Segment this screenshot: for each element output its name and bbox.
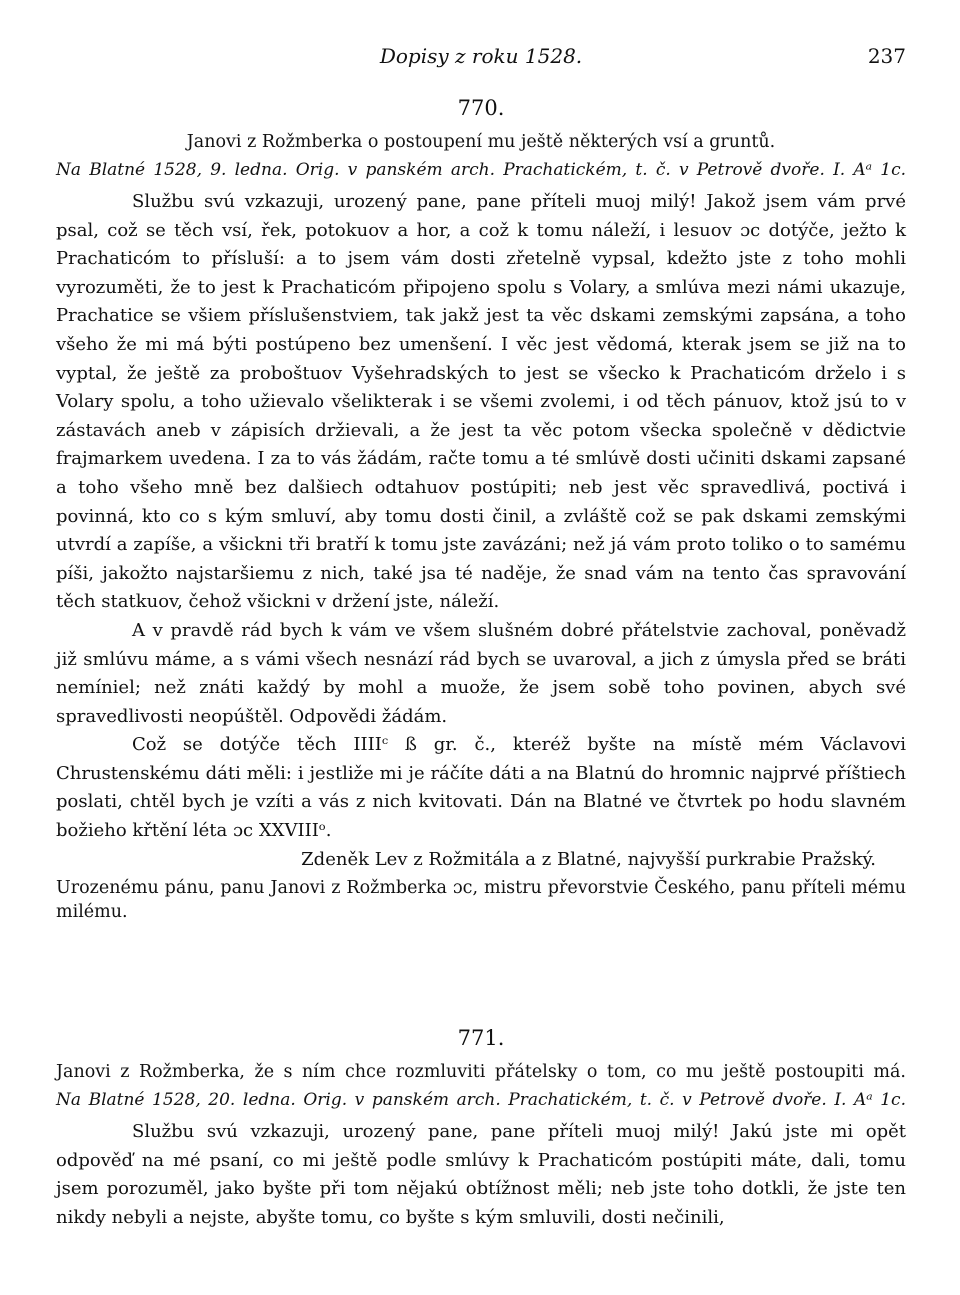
page-number: 237 <box>867 44 906 68</box>
letter-paragraph: A v pravdě rád bych k vám ve všem slušném dobré přátelstvie zachoval, poněvadž již smlúvu máme, a s vámi všech nesnází rád bych se uvaroval, a jich z úmysla před se bráti nemíniel; než znáti každý by mohl a muože, že jsem sobě toho povinen, abych své spravedlivosti neopúštěl. Odpovědi žádám. <box>56 619 906 727</box>
document-771 <box>56 1026 906 1232</box>
document-source: Na Blatné 1528, 9. ledna. Orig. v panském arch. Prachatickém, t. č. v Petrově dvoře. I. Aᵃ 1c. <box>56 160 906 180</box>
document-number: 771. <box>457 1026 505 1050</box>
letter-signature: Zdeněk Lev z Rožmitála a z Blatné, najvyšší purkrabie Pražský. <box>301 848 876 870</box>
document-summary: Janovi z Rožmberka, že s ním chce rozmluviti přátelsky o tom, co mu ještě postoupiti má. <box>56 1062 906 1082</box>
letter-paragraph: Službu svú vzkazuji, urozený pane, pane příteli muoj milý! Jakú jste mi opět odpověď na mé psaní, co mi ještě podle smlúvy k Prachaticóm postúpiti máte, dali, tomu jsem porozuměl, jako byšte při tom nějakú obtížnost měli; neb jste toho dotkli, že jste ten nikdy nebyli a nejste, abyšte tomu, co byšte s kým smluvili, dosti nečinili, <box>56 1121 906 1228</box>
running-head <box>56 44 906 74</box>
letter-paragraph: Což se dotýče těch IIIIᶜ ß gr. č., kteréž byšte na místě mém Václavovi Chrustenskému dáti měli: i jestliže mi je ráčíte dáti a na Blatnú do hromnic najprvé příštiech poslati, chtěl bych je vzíti a vás z nich kvitovati. Dán na Blatné ve čtvrtek po hodu slavném božieho křtění léta ɔc XXVIIIᵒ. <box>56 734 906 842</box>
document-summary: Janovi z Rožmberka o postoupení mu ještě některých vsí a gruntů. <box>186 132 776 152</box>
document-770 <box>56 96 906 942</box>
letter-paragraph: Službu svú vzkazuji, urozený pane, pane příteli muoj milý! Jakož jsem vám prvé psal, což se těch vsí, řek, potokuov a hor, a což k tomu náleží, i lesuov ɔc dotýče, ježto k Prachaticóm to přísluší: a to jsem vám dosti zřetelně vypsal, kdežto jste z toho mohli vyrozuměti, že to jest k Prachaticóm připojeno spolu s Volary, a smlúva mezi námi ukazuje, Prachatice se všiem příslušenstviem, tak jakž jest ta věc dskami zemskými zapsána, a toho všeho že mi má býti postúpeno bez umenšení. I věc jest vědomá, kterak jsem se již na to vyptal, že ještě za proboštuov Vyšehradských to jest se všecko k Prachaticóm drželo i s Volary spolu, a toho užievalo všelikterak i se všemi zvolemi, i od těch pánuov, ktož jsú to v zástavách aneb v zápisích držievali, a že jest ta věc potom všecka společně v dědictvie frajmarkem uvedena. I za to vás žádám, račte tomu a té smlúvě dosti učiniti dskami zapsané a toho všeho mně bez dalšiech odtahuov postúpiti; neb jest věc spravedlivá, poctivá i povinná, kto co s kým smluví, aby tomu dosti činil, a zvláště což se pak dskami zemskými utvrdí a zapíše, a všickni tři bratří k tomu jste zavázáni; než já vám proto toliko o to samému píši, jakožto najstaršiemu z nich, také jsa té naděje, že snad vám na tento čas spravování těch statkuov, čehož všickni v držení jste, náleží. <box>56 191 906 613</box>
running-title: Dopisy z roku 1528. <box>379 44 583 68</box>
letter-address: Urozenému pánu, panu Janovi z Rožmberka ɔc, mistru převorstvie Českého, panu příteli mému milému. <box>56 878 906 923</box>
document-source: Na Blatné 1528, 20. ledna. Orig. v panském arch. Prachatickém, t. č. v Petrově dvoře. I. Aᵃ 1c. <box>56 1090 906 1110</box>
document-number: 770. <box>457 96 505 120</box>
